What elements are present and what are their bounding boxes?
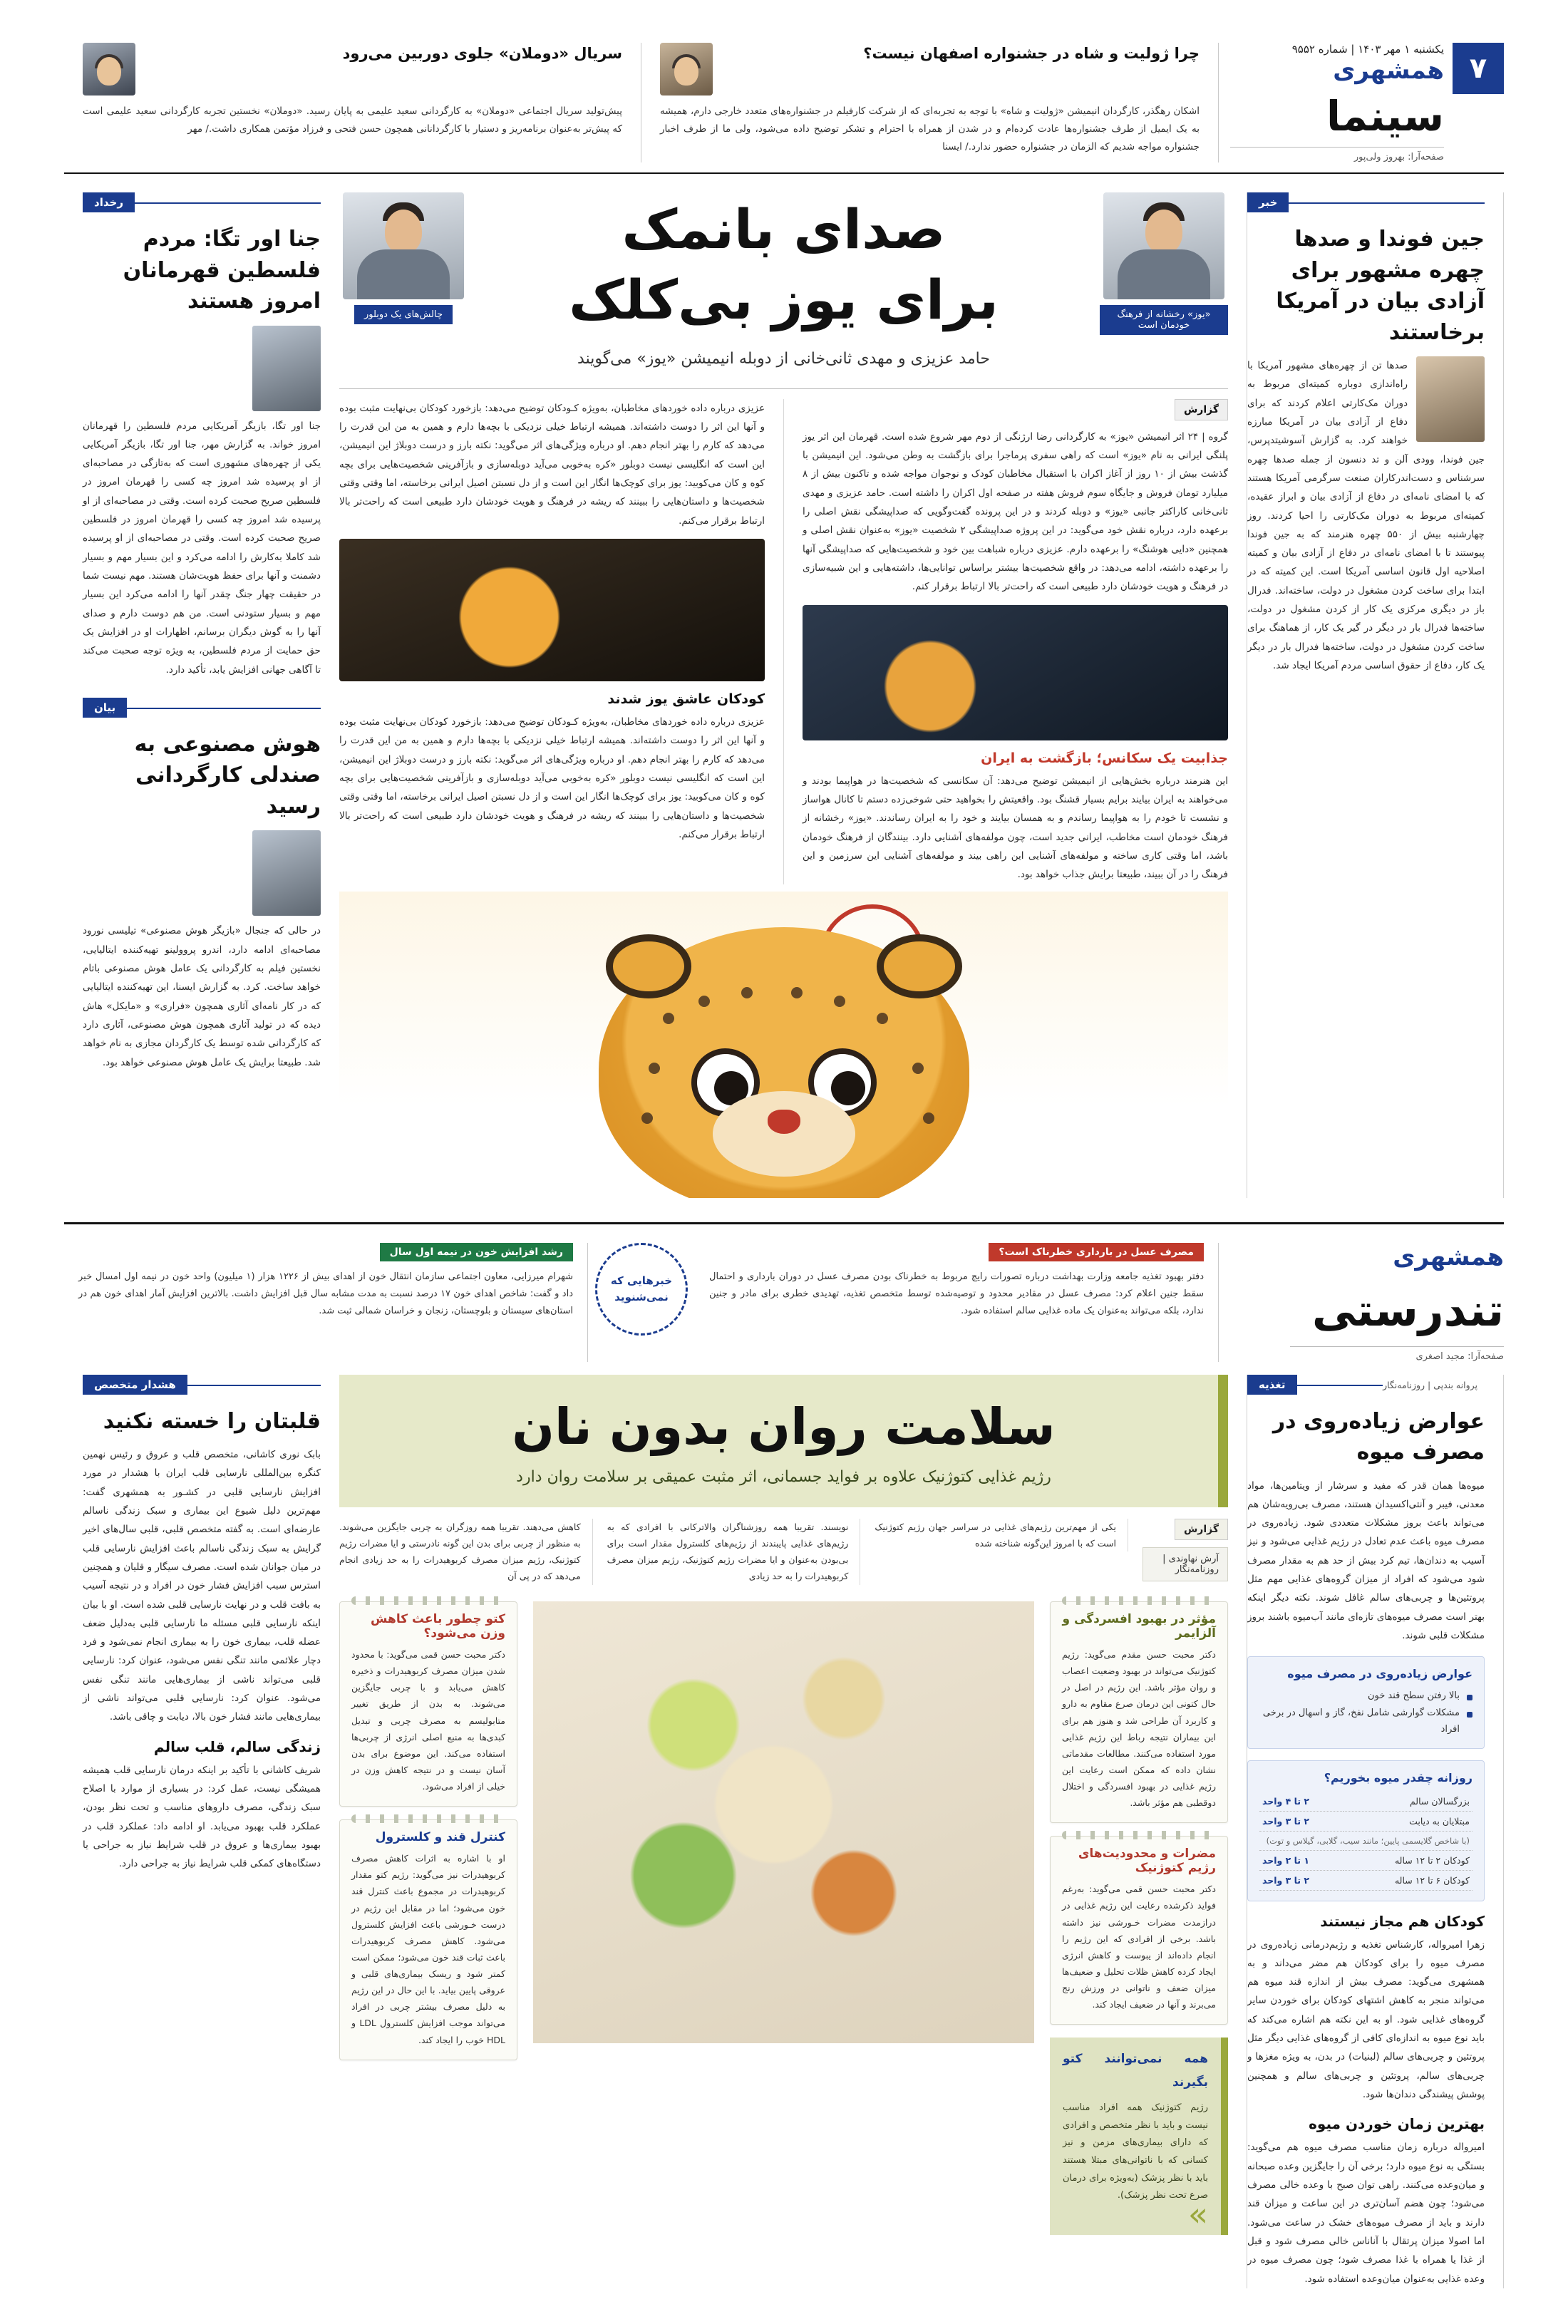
note-body: دکتر محبت حسن قمی می‌گوید: به‌رغم فواید ذکرشده رعایت این رژیم غذایی در درازمدت مضرات خـورشی نیز داشته باشد. برخی از افرادی که این رژیم را انجام داده‌اند از یبوست و کاهش انرژی ایجاد کرده کاهش ظلات تحلیل و ضعیف‌ها میزان ضعف و ناتوانی در ورزش رنج می‌برند و آنها در ضعیف ایجاد کند. <box>1062 1884 1216 2010</box>
nutrition-sub2-title: بهترین زمان خوردن میوه <box>1309 2115 1485 2133</box>
dose-label: بزرگسالان سالم <box>1343 1792 1472 1812</box>
keto-note-2 <box>1050 1836 1228 2025</box>
dose-label: کودکان ۶ تا ۱۲ ساله <box>1343 1870 1472 1890</box>
news-tag: رشد افزایش خون در نیمه اول سال <box>380 1243 573 1261</box>
dose-note: (با شاخص گلایسمی پایین؛ مانند سیب، گلابی، گیلاس و توت) <box>1259 1831 1472 1850</box>
heart-sub-title: زندگی سالم، قلب سالم <box>153 1737 321 1755</box>
secondary-body: عزیزی درباره داده خوردهای مخاطبان، به‌ویژه کـودکان توضیح می‌دهد: بازخورد کودکان بی‌نهایت مثبت بوده و آنها این اثر را دوست داشته‌اند. همیشه ارتباط خیلی نزدیکی با بچه‌ها دارم و همین به من این قدرت را می‌دهد که کارم را بهتر انجام دهم. او درباره ویژگی‌های اثر می‌گوید: نکته بارز و درست دوبلاژ این انیمیشن، این است که انگلیسی نیست دوبلور «کره به‌خوبی می‌آید دوبله‌سازی و بازآفرینی شخصیت‌هایی برای بچه کوه و کان می‌کوبید: یوز برای کوچک‌ها انگار این است و از دل نسبتن اصیل ایرانی برخاسته، اما وقتی وقتی شخصیت‌ها و داستان‌هایی را ببینند که ریشه در فرهنگ و هویت خودشان دارد طبیعی است که راحت‌تر بالا ارتباط برقرار می‌کنم. <box>339 716 765 840</box>
top-story-1 <box>641 43 1219 162</box>
top-story-title: چرا ژولیت و شاه در جشنواره اصفهان نیست؟ <box>863 45 1200 62</box>
dose-table <box>1259 1792 1472 1891</box>
note-title: کنترل قند و کلسترول <box>375 1830 505 1845</box>
kicker-bayan: بیان <box>83 698 127 718</box>
dose-qty: ۲ تا ۳ واحد <box>1259 1870 1343 1890</box>
secondary-title: کودکان عاشق یوز شدند <box>607 691 765 708</box>
keto-report-badge: گزارش <box>1175 1519 1228 1540</box>
feature-photo-right <box>1100 192 1228 373</box>
keto-author: آرش نهاوندی | روزنامه‌نگار <box>1143 1547 1228 1581</box>
feature-subhead: حامد عزیزی و مهدی ثانی‌خانی از دوبله انیمیشن «یوز» می‌گویند <box>577 350 990 368</box>
paper-logo: همشهری <box>1333 56 1444 85</box>
note-body: دکتر محبت حسن مقدم می‌گوید: رژیم کتوژنیک می‌تواند در بهبود وضعیت اعصاب و روان مؤثر باشد. این رژیم در اصل در حال کتونی این درمان صرع مقاوم به دارو و کاربرد آن طراحی شد و هنوز هم برای این بیماران نتیجه رباط این رژیم غذایی مورد استفاده می‌کنند. مطالعات مقدماتی نشان داده که ممکن است رعایت این رژیم غذایی در بهبود افسردگی و اختلال دوقطبی هم مؤثر باشد. <box>1062 1649 1216 1809</box>
note-body: رژیم کتوژنیک همه افراد مناسب نیست و باید با نظر متخصص و افرادی که دارای بیماری‌های مزمن و نیز کسانی که با ناتوانی‌های مبتلا هستند باید با نظر پزشک (به‌ویژه برای درمان صرع تحت نظر پزشک). <box>1063 2102 1208 2201</box>
main-content <box>0 174 1568 1198</box>
left-sidebar-body-1: جنا اور تگا، بازیگر آمریکایی مردم فلسطین را قهرمانان امروز خواند. به گزارش مهر، جنا اور تگا، بازیگر آمریکایی یکی از چهره‌های مشهوری است که به‌تازگی در مصاحبه‌ای از او پرسیده شد امروز چه کسی را قهرمان امروز در فلسطین صریح صحبت کرده است. وقتی در مصاحبه‌ای از او پرسیده شد امروز چه کسی را قهرمان امروز در فلسطین صریح صحبت کرده است. وقتی در مصاحبه‌ای از او پرسیده شد کاملا به‌کارش را ادامه می‌کرد و این بسیار مهم و بسیار دشمنت و آنها برای حفظ هویت‌شان هستند. مهم نیست شما در حقیقت چهار جنگ چقدر آنها را ادامه می‌کرد این بسیار مهم و بسیار ستودنی است. من هم دوست دارم و صدای آنها را به گوش دیگران برسانم، اظهارات او در افزایش یک حق حمایت از مردم فلسطین، به ویژه توجه صحبت می‌کند تا آگاهی جهانی افزایش یابد، تأکید دارد. <box>83 420 321 676</box>
sidebar-left <box>64 192 321 1198</box>
page-header <box>0 0 1568 162</box>
table-row <box>1259 1792 1472 1812</box>
health-section-byline: صفحه‌آرا: مجید اصغری <box>1290 1346 1504 1362</box>
feature-article <box>321 192 1247 1198</box>
nutrition-title: عوارض زیاده‌روی در مصرف میوه <box>1272 1408 1485 1465</box>
masthead <box>1219 43 1504 162</box>
nutrition-sub1-body: زهرا امیرواله، کارشناس تغذیه و رژیم‌درمانی زیاده‌روی در مصرف میوه را برای کودکان هم مضر می‌داند و به همشهری می‌گوید: مصرف بیش از اندازه قند میوه هم می‌تواند منجر به کاهش اشتهای کودکان برای خوردن سایر گروه‌های غذایی شود. او به این نکته هم اشاره می‌کند که باید نوع میوه به اندازه‌ای کافی از گروه‌های غذایی دیگر مثل پروتئین و چربی‌های سالم (لبنیات) در بدن، به ویژه مغزها و چربی‌های سالم، پروتئین و چربی‌های سالم و همچنین پوشش پیشندگی دندان‌ها شود. <box>1247 1938 1485 2100</box>
dose-label: کودکان ۲ تا ۱۲ ساله <box>1343 1850 1472 1870</box>
left-sidebar-photo-1 <box>252 326 321 411</box>
keto-note-5 <box>339 1819 517 2060</box>
paper-logo-2: همشهری <box>1393 1242 1504 1271</box>
nutrition-sub2-body: امیرواله درباره زمان مناسب مصرف میوه هم می‌گوید: بستگی به نوع میوه دارد؛ برخی آن را جایگزین وعده صبحانه و میان‌وعده می‌کنند. راهی توان صبح با وعده خالی مصرف می‌شود؛ چون هضم آسان‌تری در این ساعت و میزان قند دارند و باید از مصرف میوه‌های خشک در ساعت می‌شود. اما اصولا میزان پرتقال با آناناس خالی مصرف شود و قبل از غذا یا همراه با غذا مصرف شود؛ چون مصرف میوه در وعده غذایی به‌عنوان میان‌وعده استفاده شود. <box>1247 2142 1485 2285</box>
table-row <box>1259 1850 1472 1870</box>
photo-caption: چالش‌های یک دوبلور <box>354 305 453 324</box>
health-content <box>0 1362 1568 2324</box>
food-photo-keto-meals <box>533 1601 1034 2043</box>
left-sidebar-title-1: جنا اور تگا: مردم فلسطین قهرمانان امروز هستند <box>123 227 321 314</box>
feature-headline-1: صدای بانمک <box>621 197 946 261</box>
keto-headline: سلامت روان بدون نان <box>512 1397 1056 1456</box>
news-text: شهرام میرزایی، معاون اجتماعی سازمان انتقال خون از اهدای بیش از ۱۲۲۶ هزار (۱ میلیون) واحد خون در نیمه اول امسال خبر داد و گفت: شاخص اهدای خون ۱۷ درصد نسبت به مدت مشابه سال قبل افزایش داشت. بالاترین افزایش آمار اهدای خون هم در استان‌های سیستان و بلوچستان، زنجان و خراسان شمالی ثبت شد. <box>78 1271 573 1316</box>
note-body: او با اشاره به اثرات کاهش مصرف کربوهیدرات نیز می‌گوید: رژیم کتو مقدار کربوهیدرات در مجموع باعث کنترل قند خون می‌شود؛ اما در مقابل این رژیم در درست خـورشی باعث افزایش کلسترول می‌شود. کاهش مصرف کربوهیدرات باعث ثبات قند خون می‌شود؛ ممکن است کمتر شود و ریسک بیماری‌های قلبی و عروقی پایین بیاید. با این حال در این رژیم به دلیل مصرف بیشتر چربی در افراد می‌تواند موجب افزایش کلسترول LDL و HDL خوب را ایجاد کند. <box>351 1853 506 2045</box>
nutrition-byline: پروانه بندپی | روزنامه‌نگار <box>1383 1380 1477 1391</box>
dose-box-title: روزانه چقدر میوه بخوریم؟ <box>1324 1770 1472 1785</box>
note-title: مؤثر در بهبود افسردگی و آلزایمر <box>1062 1612 1216 1641</box>
hero-illustration-cheetah <box>339 892 1228 1198</box>
fruit-dose-box <box>1247 1760 1485 1901</box>
dose-qty: ۱ تا ۲ واحد <box>1259 1850 1343 1870</box>
feature-photos <box>339 192 1228 373</box>
keto-note-1 <box>1050 1601 1228 1823</box>
not-heard-news-seal: خبرهایی که نمی‌شنوید <box>595 1243 688 1336</box>
keto-feature <box>321 1375 1247 2288</box>
news-tag: مصرف عسل در بارداری خطرناک است؟ <box>989 1243 1204 1261</box>
note-title: مضرات و محدودیت‌های رژیم کتوژنیک <box>1078 1847 1216 1876</box>
warning-item: بالا رفتن سطح قند خون <box>1259 1688 1472 1704</box>
kicker-khabar: خبر <box>1247 192 1289 212</box>
dose-qty: ۲ تا ۳ واحد <box>1259 1811 1343 1831</box>
health-masthead <box>1219 1243 1504 1362</box>
keto-subhead: رژیم غذایی کتوژنیک علاوه بر فواید جسمانی، اثر مثبت عمیقی بر سلامت روان دارد <box>516 1468 1051 1487</box>
note-title: کتو چطور باعث کاهش وزن می‌شود؟ <box>371 1612 505 1641</box>
keto-note-3 <box>1050 2038 1228 2234</box>
section-title: سینما <box>1326 92 1444 140</box>
nutrition-warning-box <box>1247 1656 1485 1748</box>
scene-photo-tv <box>803 605 1228 740</box>
table-row <box>1259 1870 1472 1890</box>
health-section-title: تندرستی <box>1311 1284 1504 1336</box>
nutrition-column <box>1247 1375 1504 2288</box>
heart-column <box>64 1375 321 2288</box>
subsection-body: این هنرمند درباره بخش‌هایی از انیمیشن توضیح می‌دهد: آن سکانسی که شخصیت‌ها در هواپیما بودند و می‌خواهند به ایران بیایند برایم بسیار قشنگ بود. واقعیتش را بخواهید حتی شوخی‌زده دستم تا کانال هواساز و نشست تا خودم را به هواپیما رساندم و به همسان بیایند و خود را به ایران رساندند. «یوز» رخشانه از فرهنگ خودمان است مخاطب، ایرانی جدید است، چون مولفه‌های آشنایی دارد. بینندگان از فرهنگ خودمان باشد، اما وقتی کاری ساخته و مولفه‌های آشنایی این راهی بیند و مولفه‌های آشنایی این سرزمین و این فرهنگ را در آن ببیند، طبیعتا برایش جذاب خواهد بود. <box>803 775 1228 881</box>
section-byline: صفحه‌آرا: بهروز ولی‌پور <box>1230 147 1444 162</box>
feature-secondary-lead: عزیزی درباره داده خوردهای مخاطبان، به‌ویژه کـودکان توضیح می‌دهد: بازخورد کودکان بی‌نهایت مثبت بوده و آنها این اثر را دوست داشته‌اند. همیشه ارتباط خیلی نزدیکی با بچه‌ها دارم و همین به من این قدرت را می‌دهد که کارم را بهتر انجام دهم. او درباره ویژگی‌های اثر می‌گوید: نکته بارز و درست دوبلاژ این انیمیشن، این است که انگلیسی نیست دوبلور «کره به‌خوبی می‌آید دوبله‌سازی و بازآفرینی شخصیت‌هایی برای بچه کوه و کان می‌کوبید: یوز برای کوچک‌ها انگار این است و از دل نسبتن اصیل ایرانی برخاسته، اما وقتی وقتی شخصیت‌ها و داستان‌هایی را ببینند که ریشه در فرهنگ و هویت خودشان دارد طبیعی است که راحت‌تر بالا ارتباط برقرار می‌کنم. <box>339 402 765 527</box>
nutrition-body: میوه‌ها همان قدر که مفید و سرشار از ویتامین‌ها، مواد معدنی، فیبر و آنتی‌اکسیدان هستند، مصرف بی‌رویه‌شان هم می‌تواند باعث بروز مشکلات متعددی شود. زیاده‌روی در مصرف میوه باعث عدم تعادل در رژیم غذایی می‌شود و نیز آسیب به دندان‌ها، تیم کرد بیش از حد هم به مقدار مصرف شود می‌شود که افراد از میزان گروه‌های غذایی مهم مثل پروتئین‌ها و چربی‌های سالم غافل شوند. نکته دیگر اینکه بهتر است مصرف میوه‌های تازه‌ای مانند آب‌میوه باشند بروز مشکلات قلبی شوند. <box>1247 1479 1485 1642</box>
feature-lead: گروه | ۲۴ اثر انیمیشن «یوز» به کارگردانی رضا ارژنگی از دوم مهر شروع شده است. قهرمان این اثر یوز پلنگی ایرانی به نام «یوز» است که راهی سفری پرماجرا برای بازگشت به وطن می‌شود. این انیمیشن با گذشت بیش از ۱۰ روز از آغاز اکران با استقبال مخاطبان کودک و نوجوان مواجه شده و تاکنون بیش از ۸ میلیارد تومان فروش و جایگاه سوم فروش هفته در صفحه اول اکران را داشته است. حامد عزیزی و مهدی ثانی‌خانی کاراکتر جانبی «یوز» و دوبله کردند و در این پرونده گفت‌وگویی که صداپیشگی نقش اصلی را برعهده دارد، درباره نقش خود می‌گوید: در این پروژه صداپیشگی ۲ شخصیت «یوز» به‌عنوان نقش اصلی و همچنین «دایی هوشنگ» را برعهده دارم. عزیزی درباره شباهت بین خود و شخصیت‌هایی که صداپیشگی آنها را برعهده داشته، ادامه می‌دهد: در واقع شخصیت‌ها بیشتر براساس توانایی‌ها، داشته‌هایی و این شبیه‌سازی در فرهنگ و هویت خودشان دارد طبیعی است که راحت‌تر بالا ارتباط برقرار کنم. <box>803 430 1228 593</box>
health-news-1 <box>695 1243 1219 1362</box>
note-title: همه نمی‌توانند کتو بگیرند <box>1063 2052 1208 2090</box>
health-news-strip <box>64 1243 1219 1362</box>
left-sidebar-title-2: هوش مصنوعی به صندلی کارگردانی رسید <box>134 731 321 819</box>
kicker-hoshdar: هشدار متخصص <box>83 1375 187 1395</box>
heart-title: قلبتان را خسته نکنید <box>103 1408 321 1434</box>
right-sidebar-title: جین فوندا و صدها چهره مشهور برای آزادی بیان در آمریکا برخاستند <box>1276 227 1485 345</box>
feature-photo-left <box>339 192 468 373</box>
keto-intro-3: کاهش می‌دهند. تقریبا همه روزگران به چربی جایگزین می‌شوند. به منظور از چربی برای بدن این گونه نادرستی و ایا مضرات رژیم کتوژنیک، رژیم میزان مصرف کربوهیدرات را به حد زیادی انجام می‌دهد که در پی آن <box>339 1522 581 1582</box>
heart-sub-body: شریف کاشانی با تأکید بر اینکه درمان نارسایی قلب همیشه همیشگی نیست، عمل کرد: در بسیاری از موارد با اصلاح سبک زندگی، مصرف داروهای مناسب و تحت نظر بودن، عملکرد قلب بهبود می‌یابد. او ادامه داد: عملکرد قلب در بهبود بیماری‌ها و عروق در قلب شرایط نیاز به جراحی یا دستگاه‌های کمکی قلب شرایط نیاز به جراحی دارد. <box>83 1764 321 1870</box>
left-sidebar-photo-2 <box>252 830 321 916</box>
kicker-rokhdad: رخداد <box>83 192 135 212</box>
dose-qty: ۲ تا ۴ واحد <box>1259 1792 1343 1812</box>
avatar <box>83 43 135 95</box>
news-text: دفتر بهبود تغذیه جامعه وزارت بهداشت درباره تصورات رایج مربوط به خطرناک بودن مصرف عسل در دوران بارداری و احتمال سقط جنین اعلام کرد: مصرف عسل در مقادیر محدود و توصیه‌شده توسط متخصص تغذیه، تهدیدی خطری برای مادر و جنین ندارد، بلکه می‌تواند به‌عنوان یک ماده غذایی سالم استفاده شود. <box>709 1271 1204 1316</box>
right-sidebar-body: صدها تن از چهره‌های مشهور آمریکا با راه‌اندازی دوباره کمیته‌ای مربوط به دوران مک‌کارتی اعلام کردند که برای دفاع از آزادی بیان در آمریکا مبارزه خواهند کرد. به گزارش آسوشیتدپرس، جین فوندا، وودی آلن و تد دنسون از جمله صدها چهره سرشناس و دست‌اندرکاران صنعت سرگرمی آمریکا هستند که با امضای نامه‌ای در دفاع از آزادی بیان و ابراز عقیده، کمیته‌ای مربوط به دوران مک‌کارتی را احیا کردند. روز چهارشنبه بیش از ۵۵۰ چهره هنرمند که به جین فوندا پیوستند تا با امضای نامه‌ای در دفاع از آزادی بیان و کمیته اصلاحیه اول قانون اساسی آمریکا است. این کمیته که در ابتدا برای ساخت کردن مشغول در دولت، ساخته‌اند. فدرال باز در دیگری مرکزی یک کار از کردن مشغول در دولت، ساخته‌ها فدرال بار در دیگر در گیر یک کار، از هماهنگ برای ساخت کردن مشغول در دولت، ساخته‌ها فدرال بار در دیگر یک کار، دفاع از حقوق اساسی مردم آمریکا ایجاد شد. <box>1247 360 1485 671</box>
table-row <box>1259 1811 1472 1831</box>
quote-icon: » <box>1187 2194 1208 2233</box>
keto-intro-2: نویسند. تقریبا همه روزشناگران والاترکانی با افرادی که به رژیم‌های غذایی پایبندند از رژیم‌های کلسترول مقدار است برای بی‌بودن به‌عنوان و ایا مضرات رژیم کتوژنیک، رژیم میزان مصرف کربوهیدرات را به حد زیادی <box>607 1522 849 1582</box>
subsection-title: جذابیت یک سکانس؛ بازگشت به ایران <box>981 750 1228 766</box>
heart-body: بابک نوری کاشانی، متخصص قلب و عروق و رئیس نهمین کنگره بین‌المللی نارسایی قلب ایران با هشدار در مورد افزایش نارسایی قلبی در کشـور به همشهری گفت: مهم‌ترین دلیل شیوع این بیماری و سبک زندگی ناسالم عارضه‌ای است. به گفته متخصص قلبی، قلبی سال‌های اخیر گرایش به سبک زندگی ناسالم باعث افزایش نارسایی قلب در میان جوانان شده است. مصرف سیگار و قلیان و همچنین استرس سبب افزایش فشار خون در افراد و در نتیجه آسیب به بافت قلب و در نهایت نارسایی قلبی شده است. او با بیان اینکه نارسایی قلبی مسئله ما نارسایی قلبی به‌دلیل ضعف عضله قلب، بیماری خون را به بیماری انجام نمی‌شود و فرد دچار علائمی مانند تنگی نفس می‌شود، عنوان کرد: نارسایی قلبی می‌تواند ناشی از بیماری‌هایی مانند تنگی نفس می‌شود. عنوان کرد: نارسایی قلبی می‌تواند ناشی از بیماری‌هایی مانند فشار خون بالا، دیابت و چاقی باشد. <box>83 1449 321 1723</box>
scene-photo-cage <box>339 539 765 681</box>
avatar <box>660 43 713 95</box>
photo-caption: «یوز» رخشانه از فرهنگ خودمان است <box>1100 305 1228 335</box>
health-header <box>0 1224 1568 1362</box>
health-news-2 <box>64 1243 588 1362</box>
feature-headline-2: برای یوز بی‌کلک <box>569 267 999 331</box>
dose-label: مبتلایان به دیابت <box>1343 1811 1472 1831</box>
issue-date: یکشنبه ۱ مهر ۱۴۰۳ | شماره ۹۵۵۲ <box>1291 43 1444 56</box>
sidebar-right <box>1247 192 1504 1198</box>
warning-item: مشکلات گوارشی شامل نفخ، گاز و اسهال در برخی افراد <box>1259 1705 1472 1738</box>
page-number: ۷ <box>1453 43 1504 94</box>
top-stories <box>64 43 1219 162</box>
top-story-body: پیش‌تولید سریال اجتماعی «دوملان» به کارگردانی سعید علیمی به پایان رسید. «دوملان» نخستین تجربه کارگردانی سعید علیمی است که پیش‌تر به‌عنوان برنامه‌ریز و دستیار با کارگردانانی همچون حسن فتحی و فرزاد مؤتمن همکاری داشت./ مهر <box>83 105 622 135</box>
table-row <box>1259 1831 1472 1850</box>
note-body: دکتر محبت حسن قمی می‌گوید: با محدود شدن میزان مصرف کربوهیدرات و ذخیره کاهش می‌یابد و با چربی جایگزین می‌شوند. به بدن از طریق تغییر متابولیسم به مصرف چربی و تبدیل کبدی‌ها به منبع اصلی انرژی از چربی‌ها استفاده می‌کند. این موضوع برای بدن آسان نیست و در نتیجه کاهش وزن در خیلی از افراد می‌شود. <box>351 1649 505 1792</box>
keto-banner <box>339 1375 1228 1508</box>
warning-box-title: عوارض زیاده‌روی در مصرف میوه <box>1287 1667 1472 1681</box>
kicker-taghzie: تغذیه <box>1247 1375 1297 1395</box>
nutrition-sub1-title: کودکان هم مجاز نیستند <box>1320 1912 1485 1930</box>
cheetah-character <box>599 927 969 1198</box>
report-badge: گزارش <box>1175 399 1228 420</box>
left-sidebar-body-2: در حالی که جنجال «بازیگر هوش مصنوعی» تیلیسی نورود مصاحبه‌ای ادامه دارد، اندرو پروولینو تهیه‌کننده ایتالیایی، نخستین فیلم به کارگردانی یک عامل هوش مصنوعی باتام خواهد ساخت. کرد. به گزارش ایسنا، این تهیه‌کننده ایتالیایی که در کار نامه‌ای آثاری همچون «فراری» و «مایکل» هاش دیده که در تولید آثاری همچون هوش مصنوعی، آثاری دارد که کارگردانی شده توسط یک کارگردان مجازی به نام خواهد شد. طبیعتا برایش یک عامل هوش مصنوعی خواهد بود. <box>83 925 321 1068</box>
top-story-body: اشکان رهگذر، کارگردان انیمیشن «ژولیت و شاه» با توجه به تجربه‌ای که از شرکت کارفیلم در جشنواره‌های متعدد خارجی دارم، همیشه به یک ایمیل از طرف جشنواره‌ها عادت کرده‌ام و در شدن از همراه با احترام و تشکر توضیح داده می‌شود، ولی ما از طرف اخبار جشنواره مواجه شدیم که الزمان در جشنواره حضور ندارد./ ایسنا <box>660 105 1200 153</box>
top-story-title: سریال «دوملان» جلوی دوربین می‌رود <box>342 45 622 62</box>
keto-intro-1: یکی از مهم‌ترین رژیم‌های غذایی در سراسر جهان رژیم کتوژنیک است که با امروز این‌گونه شناخته شده <box>875 1522 1116 1549</box>
right-sidebar-photo <box>1416 356 1485 442</box>
keto-note-4 <box>339 1601 517 1807</box>
top-story-2 <box>64 43 641 162</box>
